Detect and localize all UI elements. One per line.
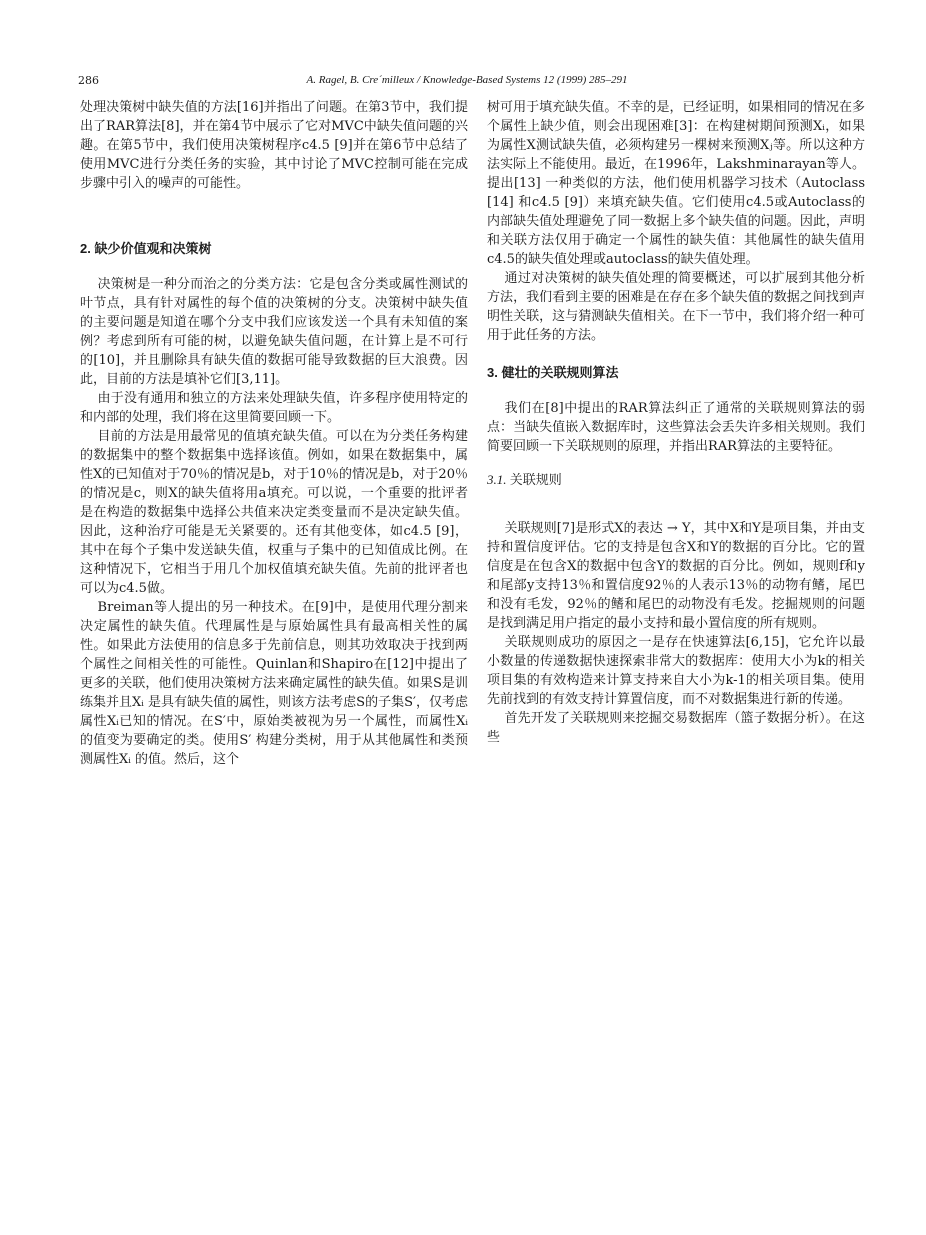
page-header	[78, 74, 856, 94]
subsection-number: 3.1.	[487, 472, 507, 487]
page-number: 286	[78, 74, 99, 87]
section-heading-2: 2. 缺少价值观和决策树	[80, 241, 212, 256]
subsection-title: 关联规则	[509, 472, 562, 487]
paragraph-tree-fill: 树可用于填充缺失值。不幸的是，已经证明，如果相同的情况在多个属性上缺少值，则会出现困难[3]：在构建树期间预测Xᵢ，如果为属性X测试缺失值，必须构建另一棵树来预测Xⱼ等。所以这种方法实际上不能使用。最近，在1996年，Lakshminarayan等人。提出[13] 一种类似的方法，他们使用机器学习技术（Autoclass [14] 和c4.5 [9]）来填充缺失值。它们使用c4.5或Autoclass的内部缺失值处理避免了同一数据上多个缺失值的问题。因此，声明和关联方法仅用于确定一个属性的缺失值：其他属性的缺失值用c4.5的缺失值处理或autoclass的缺失值处理。	[487, 100, 865, 267]
paragraph-rar: 我们在[8]中提出的RAR算法纠正了通常的关联规则算法的弱点：当缺失值嵌入数据库时，这些算法会丢失许多相关规则。我们简要回顾一下关联规则的原理，并指出RAR算法的主要特征。	[487, 401, 865, 454]
paragraph-breiman: Breiman等人提出的另一种技术。在[9]中，是使用代理分割来决定属性的缺失值。代理属性是与原始属性具有最高相关性的属性。如果此方法使用的信息多于先前信息，则其功效取决于找到两个属性之间相关性的可能性。Quinlan和Shapiro在[12]中提出了更多的关联，他们使用决策树方法来确定属性的缺失值。如果S是训练集并且Xᵢ 是具有缺失值的属性，则该方法考虑S的子集S′，仅考虑属性Xᵢ已知的情况。在S′中，原始类被视为另一个属性，而属性Xᵢ 的值变为要确定的类。使用S′ 构建分类树，用于从其他属性和类预测属性Xᵢ 的值。然后，这个	[80, 600, 468, 767]
running-head: A. Ragel, B. Cre´milleux / Knowledge-Based Systems 12 (1999) 285–291	[306, 74, 628, 86]
paragraph-association-rules: 关联规则[7]是形式X的表达 → Y，其中X和Y是项目集，并由支持和置信度评估。它的支持是包含X和Y的数据的百分比。它的置信度是在包含X的数据中包含Y的数据的百分比。例如，规则f和y和尾部y支持13％和置信度92％的人表示13％的动物有鳍，尾巴和没有毛发，92％的鳍和尾巴的动物没有毛发。挖掘规则的问题是找到满足用户指定的最小支持和最小置信度的所有规则。	[487, 521, 865, 631]
paragraph-overview: 通过对决策树的缺失值处理的简要概述，可以扩展到其他分析方法，我们看到主要的困难是在存在多个缺失值的数据之间找到声明性关联，这与猜测缺失值相关。在下一节中，我们将介绍一种可用于此任务的方法。	[487, 271, 865, 343]
paragraph-fast-algorithms: 关联规则成功的原因之一是存在快速算法[6,15]，它允许以最小数量的传递数据快速探索非常大的数据库：使用大小为k的相关项目集的有效构造来计算支持来自大小为k-1的相关项目集。使用先前找到的有效支持计算置信度，而不对数据集进行新的传递。	[487, 635, 865, 707]
right-column	[487, 98, 865, 747]
paragraph-no-universal-method: 由于没有通用和独立的方法来处理缺失值，许多程序使用特定的和内部的处理，我们将在这里简要回顾一下。	[80, 391, 468, 425]
subsection-heading-3-1	[487, 470, 865, 489]
left-column	[80, 98, 468, 769]
section-heading-3: 3. 健壮的关联规则算法	[487, 365, 619, 380]
paragraph-decision-tree: 决策树是一种分而治之的分类方法：它是包含分类或属性测试的叶节点，具有针对属性的每个值的决策树的分支。决策树中缺失值的主要问题是知道在哪个分支中我们应该发送一个具有未知值的案例？考虑到所有可能的树，以避免缺失值问题，在计算上是不可行的[10]，并且删除具有缺失值的数据可能导致数据的巨大浪费。因此，目前的方法是填补它们[3,11]。	[80, 277, 468, 387]
paragraph-basket-data: 首先开发了关联规则来挖掘交易数据库（篮子数据分析）。在这些	[487, 711, 865, 745]
paragraph-intro-end: 处理决策树中缺失值的方法[16]并指出了问题。在第3节中，我们提出了RAR算法[8]，并在第4节中展示了它对MVC中缺失值问题的兴趣。在第5节中，我们使用决策树程序c4.5 [9]并在第6节中总结了使用MVC进行分类任务的实验，其中讨论了MVC控制可能在完成步骤中引入的噪声的可能性。	[80, 100, 468, 191]
paragraph-most-common-value: 目前的方法是用最常见的值填充缺失值。可以在为分类任务构建的数据集中的整个数据集中选择该值。例如，如果在数据集中，属性X的已知值对于70％的情况是b，对于10％的情况是b，对于20％的情况是c，则X的缺失值将用a填充。可以说，一个重要的批评者是在构造的数据集中选择公共值来决定类变量而不是决定缺失值。因此，这种治疗可能是无关紧要的。还有其他变体，如c4.5 [9]，其中在每个子集中发送缺失值，权重与子集中的已知值成比例。在这种情况下，它相当于用几个加权值填充缺失值。先前的批评者也可以为c4.5做。	[80, 429, 468, 596]
